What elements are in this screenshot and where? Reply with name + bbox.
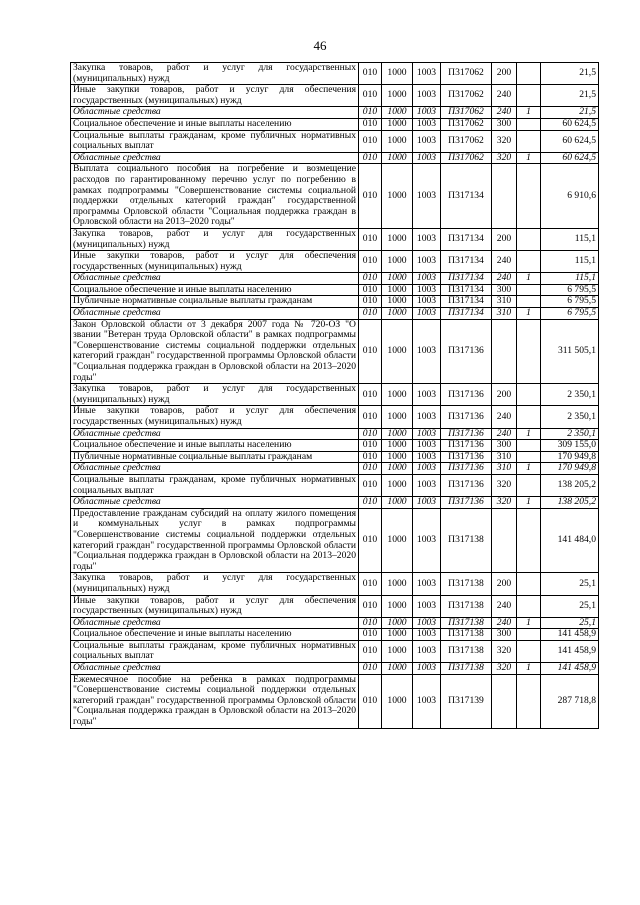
row-subsection-code: 1003 — [413, 384, 441, 406]
row-expense-type: 300 — [492, 440, 517, 452]
row-subsection-code: 1003 — [413, 463, 441, 475]
row-section-code: 1000 — [382, 164, 413, 229]
row-subsection-code: 1003 — [413, 130, 441, 152]
row-source-code — [517, 284, 541, 296]
row-section-code: 1000 — [382, 273, 413, 285]
row-target-article: П317138 — [441, 573, 492, 595]
row-source-code: 1 — [517, 308, 541, 320]
row-expense-type: 240 — [492, 406, 517, 428]
row-subsection-code: 1003 — [413, 85, 441, 107]
row-ministry-code: 010 — [359, 319, 382, 384]
row-description: Закупка товаров, работ и услуг для государственных (муниципальных) нужд — [71, 228, 359, 250]
row-target-article: П317139 — [441, 674, 492, 728]
row-target-article: П317134 — [441, 273, 492, 285]
row-target-article: П317136 — [441, 406, 492, 428]
row-description: Областные средства — [71, 428, 359, 440]
row-subsection-code: 1003 — [413, 663, 441, 675]
row-source-code: 1 — [517, 497, 541, 509]
row-amount: 6 910,6 — [541, 164, 599, 229]
row-expense-type — [492, 508, 517, 573]
row-source-code — [517, 451, 541, 463]
row-expense-type: 240 — [492, 617, 517, 629]
row-ministry-code: 010 — [359, 440, 382, 452]
row-description: Социальное обеспечение и иные выплаты населению — [71, 118, 359, 130]
row-section-code: 1000 — [382, 118, 413, 130]
table-row — [71, 118, 599, 130]
table-row — [71, 595, 599, 617]
budget-table-body — [71, 63, 599, 729]
row-section-code: 1000 — [382, 474, 413, 496]
row-subsection-code: 1003 — [413, 308, 441, 320]
row-source-code — [517, 406, 541, 428]
row-source-code — [517, 674, 541, 728]
row-expense-type — [492, 319, 517, 384]
row-amount: 25,1 — [541, 617, 599, 629]
table-row — [71, 308, 599, 320]
row-section-code: 1000 — [382, 674, 413, 728]
row-source-code — [517, 384, 541, 406]
row-amount: 115,1 — [541, 273, 599, 285]
row-description: Иные закупки товаров, работ и услуг для обеспечения государственных (муниципальных) нужд — [71, 595, 359, 617]
row-amount: 6 795,5 — [541, 284, 599, 296]
row-amount: 60 624,5 — [541, 118, 599, 130]
row-ministry-code: 010 — [359, 428, 382, 440]
row-amount: 21,5 — [541, 107, 599, 119]
row-subsection-code: 1003 — [413, 406, 441, 428]
row-ministry-code: 010 — [359, 118, 382, 130]
row-ministry-code: 010 — [359, 463, 382, 475]
row-amount: 60 624,5 — [541, 152, 599, 164]
row-description: Областные средства — [71, 152, 359, 164]
table-row — [71, 85, 599, 107]
row-amount: 115,1 — [541, 251, 599, 273]
row-description: Закупка товаров, работ и услуг для государственных (муниципальных) нужд — [71, 573, 359, 595]
table-row — [71, 663, 599, 675]
row-source-code: 1 — [517, 152, 541, 164]
row-section-code: 1000 — [382, 130, 413, 152]
row-target-article: П317136 — [441, 463, 492, 475]
table-row — [71, 284, 599, 296]
row-section-code: 1000 — [382, 85, 413, 107]
row-expense-type: 310 — [492, 451, 517, 463]
row-source-code — [517, 63, 541, 85]
row-amount: 21,5 — [541, 63, 599, 85]
row-section-code: 1000 — [382, 319, 413, 384]
row-expense-type: 240 — [492, 85, 517, 107]
row-ministry-code: 010 — [359, 451, 382, 463]
row-ministry-code: 010 — [359, 228, 382, 250]
row-target-article: П317134 — [441, 251, 492, 273]
row-subsection-code: 1003 — [413, 63, 441, 85]
row-expense-type: 310 — [492, 296, 517, 308]
table-row — [71, 428, 599, 440]
row-target-article: П317138 — [441, 629, 492, 641]
row-description: Социальные выплаты гражданам, кроме публичных нормативных социальных выплат — [71, 130, 359, 152]
row-target-article: П317138 — [441, 508, 492, 573]
row-expense-type: 200 — [492, 573, 517, 595]
row-description: Областные средства — [71, 617, 359, 629]
row-source-code: 1 — [517, 463, 541, 475]
row-ministry-code: 010 — [359, 406, 382, 428]
row-description: Областные средства — [71, 107, 359, 119]
row-expense-type: 300 — [492, 629, 517, 641]
row-subsection-code: 1003 — [413, 508, 441, 573]
row-source-code: 1 — [517, 428, 541, 440]
row-amount: 6 795,5 — [541, 308, 599, 320]
row-description: Публичные нормативные социальные выплаты гражданам — [71, 296, 359, 308]
row-target-article: П317134 — [441, 308, 492, 320]
row-target-article: П317134 — [441, 228, 492, 250]
row-target-article: П317136 — [441, 451, 492, 463]
row-expense-type: 320 — [492, 663, 517, 675]
row-ministry-code: 010 — [359, 273, 382, 285]
table-row — [71, 451, 599, 463]
row-amount: 115,1 — [541, 228, 599, 250]
row-subsection-code: 1003 — [413, 451, 441, 463]
row-amount: 141 484,0 — [541, 508, 599, 573]
row-subsection-code: 1003 — [413, 440, 441, 452]
row-source-code — [517, 474, 541, 496]
row-target-article: П317136 — [441, 497, 492, 509]
row-source-code — [517, 595, 541, 617]
row-description: Социальное обеспечение и иные выплаты населению — [71, 440, 359, 452]
row-description: Ежемесячное пособие на ребенка в рамках подпрограммы "Совершенствование системы социальной поддержки отдельных категорий граждан" государственной программы Орловской области "Социальная поддержка граждан в Орловской области на 2013–2020 годы" — [71, 674, 359, 728]
row-target-article: П317062 — [441, 118, 492, 130]
row-expense-type: 240 — [492, 251, 517, 273]
row-section-code: 1000 — [382, 595, 413, 617]
row-description: Социальные выплаты гражданам, кроме публичных нормативных социальных выплат — [71, 474, 359, 496]
row-amount: 138 205,2 — [541, 474, 599, 496]
row-target-article: П317062 — [441, 63, 492, 85]
table-row — [71, 629, 599, 641]
row-target-article: П317138 — [441, 595, 492, 617]
row-section-code: 1000 — [382, 296, 413, 308]
table-row — [71, 63, 599, 85]
table-row — [71, 228, 599, 250]
row-description: Областные средства — [71, 463, 359, 475]
table-row — [71, 497, 599, 509]
table-row — [71, 674, 599, 728]
row-ministry-code: 010 — [359, 130, 382, 152]
row-description: Социальное обеспечение и иные выплаты населению — [71, 284, 359, 296]
row-section-code: 1000 — [382, 497, 413, 509]
row-source-code — [517, 85, 541, 107]
row-ministry-code: 010 — [359, 640, 382, 662]
row-subsection-code: 1003 — [413, 474, 441, 496]
row-subsection-code: 1003 — [413, 629, 441, 641]
row-expense-type: 320 — [492, 152, 517, 164]
row-expense-type: 240 — [492, 107, 517, 119]
row-expense-type: 320 — [492, 130, 517, 152]
row-subsection-code: 1003 — [413, 284, 441, 296]
table-row — [71, 251, 599, 273]
row-description: Закупка товаров, работ и услуг для государственных (муниципальных) нужд — [71, 384, 359, 406]
row-expense-type: 200 — [492, 228, 517, 250]
table-row — [71, 384, 599, 406]
row-target-article: П317134 — [441, 296, 492, 308]
row-section-code: 1000 — [382, 152, 413, 164]
row-amount: 141 458,9 — [541, 629, 599, 641]
row-amount: 25,1 — [541, 573, 599, 595]
row-amount: 138 205,2 — [541, 497, 599, 509]
row-description: Закупка товаров, работ и услуг для государственных (муниципальных) нужд — [71, 63, 359, 85]
row-source-code — [517, 296, 541, 308]
row-section-code: 1000 — [382, 406, 413, 428]
row-source-code — [517, 573, 541, 595]
table-row — [71, 406, 599, 428]
row-target-article: П317136 — [441, 319, 492, 384]
row-subsection-code: 1003 — [413, 228, 441, 250]
row-amount: 21,5 — [541, 85, 599, 107]
row-target-article: П317136 — [441, 428, 492, 440]
row-description: Иные закупки товаров, работ и услуг для обеспечения государственных (муниципальных) нужд — [71, 251, 359, 273]
row-target-article: П317136 — [441, 440, 492, 452]
row-target-article: П317136 — [441, 384, 492, 406]
budget-table — [70, 62, 599, 729]
row-expense-type: 320 — [492, 474, 517, 496]
row-expense-type: 300 — [492, 118, 517, 130]
row-section-code: 1000 — [382, 63, 413, 85]
row-section-code: 1000 — [382, 463, 413, 475]
row-source-code — [517, 164, 541, 229]
table-row — [71, 463, 599, 475]
row-target-article: П317138 — [441, 663, 492, 675]
row-section-code: 1000 — [382, 308, 413, 320]
table-row — [71, 107, 599, 119]
row-ministry-code: 010 — [359, 474, 382, 496]
row-source-code: 1 — [517, 107, 541, 119]
row-amount: 287 718,8 — [541, 674, 599, 728]
row-description: Выплата социального пособия на погребение и возмещение расходов по гарантированному перечню услуг по погребению в рамках подпрограммы "Совершенствование системы социальной поддержки отдельных категорий граждан" государственной программы Орловской области "Социальная поддержка граждан в Орловской области на 2013–2020 годы" — [71, 164, 359, 229]
row-description: Областные средства — [71, 497, 359, 509]
row-amount: 141 458,9 — [541, 663, 599, 675]
row-source-code — [517, 118, 541, 130]
row-amount: 2 350,1 — [541, 384, 599, 406]
row-subsection-code: 1003 — [413, 497, 441, 509]
row-source-code — [517, 640, 541, 662]
row-ministry-code: 010 — [359, 508, 382, 573]
table-row — [71, 164, 599, 229]
row-amount: 6 795,5 — [541, 296, 599, 308]
row-ministry-code: 010 — [359, 573, 382, 595]
row-expense-type: 310 — [492, 308, 517, 320]
row-ministry-code: 010 — [359, 152, 382, 164]
row-ministry-code: 010 — [359, 595, 382, 617]
row-subsection-code: 1003 — [413, 640, 441, 662]
row-expense-type: 320 — [492, 497, 517, 509]
row-description: Иные закупки товаров, работ и услуг для обеспечения государственных (муниципальных) нужд — [71, 406, 359, 428]
row-target-article: П317062 — [441, 107, 492, 119]
table-row — [71, 440, 599, 452]
row-source-code — [517, 130, 541, 152]
row-expense-type — [492, 164, 517, 229]
row-section-code: 1000 — [382, 251, 413, 273]
row-section-code: 1000 — [382, 228, 413, 250]
row-section-code: 1000 — [382, 384, 413, 406]
row-source-code — [517, 629, 541, 641]
row-expense-type: 240 — [492, 595, 517, 617]
row-amount: 170 949,8 — [541, 451, 599, 463]
row-target-article: П317136 — [441, 474, 492, 496]
row-ministry-code: 010 — [359, 674, 382, 728]
row-section-code: 1000 — [382, 663, 413, 675]
table-row — [71, 573, 599, 595]
row-ministry-code: 010 — [359, 251, 382, 273]
row-target-article: П317062 — [441, 85, 492, 107]
row-target-article: П317138 — [441, 640, 492, 662]
row-ministry-code: 010 — [359, 663, 382, 675]
row-ministry-code: 010 — [359, 617, 382, 629]
row-amount: 2 350,1 — [541, 406, 599, 428]
row-subsection-code: 1003 — [413, 152, 441, 164]
table-row — [71, 152, 599, 164]
row-ministry-code: 010 — [359, 164, 382, 229]
row-amount: 311 505,1 — [541, 319, 599, 384]
row-expense-type: 200 — [492, 384, 517, 406]
row-description: Предоставление гражданам субсидий на оплату жилого помещения и коммунальных услуг в рамках подпрограммы "Совершенствование системы социальной поддержки отдельных категорий граждан" государственной программы Орловской области "Социальная поддержка граждан в Орловской области на 2013–2020 годы" — [71, 508, 359, 573]
table-row — [71, 617, 599, 629]
row-amount: 141 458,9 — [541, 640, 599, 662]
row-description: Областные средства — [71, 308, 359, 320]
row-ministry-code: 010 — [359, 85, 382, 107]
row-ministry-code: 010 — [359, 308, 382, 320]
row-expense-type: 320 — [492, 640, 517, 662]
row-expense-type: 200 — [492, 63, 517, 85]
row-source-code — [517, 319, 541, 384]
row-ministry-code: 010 — [359, 629, 382, 641]
row-ministry-code: 010 — [359, 63, 382, 85]
row-section-code: 1000 — [382, 440, 413, 452]
row-subsection-code: 1003 — [413, 674, 441, 728]
row-expense-type — [492, 674, 517, 728]
row-description: Социальное обеспечение и иные выплаты населению — [71, 629, 359, 641]
row-source-code — [517, 508, 541, 573]
row-amount: 309 155,0 — [541, 440, 599, 452]
row-subsection-code: 1003 — [413, 164, 441, 229]
row-section-code: 1000 — [382, 629, 413, 641]
row-description: Закон Орловской области от 3 декабря 2007 года № 720-ОЗ "О звании "Ветеран труда Орловской области" в рамках подпрограммы "Совершенствование системы социальной поддержки отдельных категорий граждан" государственной программы Орловской области "Социальная поддержка граждан в Орловской области на 2013–2020 годы" — [71, 319, 359, 384]
row-ministry-code: 010 — [359, 384, 382, 406]
table-row — [71, 130, 599, 152]
row-expense-type: 300 — [492, 284, 517, 296]
row-subsection-code: 1003 — [413, 273, 441, 285]
row-source-code: 1 — [517, 663, 541, 675]
row-section-code: 1000 — [382, 451, 413, 463]
row-amount: 2 350,1 — [541, 428, 599, 440]
row-description: Областные средства — [71, 273, 359, 285]
row-target-article: П317062 — [441, 152, 492, 164]
row-description: Социальные выплаты гражданам, кроме публичных нормативных социальных выплат — [71, 640, 359, 662]
row-subsection-code: 1003 — [413, 319, 441, 384]
row-subsection-code: 1003 — [413, 573, 441, 595]
row-description: Публичные нормативные социальные выплаты гражданам — [71, 451, 359, 463]
table-row — [71, 474, 599, 496]
row-ministry-code: 010 — [359, 497, 382, 509]
row-source-code — [517, 228, 541, 250]
row-expense-type: 240 — [492, 273, 517, 285]
row-source-code: 1 — [517, 617, 541, 629]
row-description: Областные средства — [71, 663, 359, 675]
row-subsection-code: 1003 — [413, 595, 441, 617]
row-source-code: 1 — [517, 273, 541, 285]
table-row — [71, 508, 599, 573]
row-amount: 170 949,8 — [541, 463, 599, 475]
row-target-article: П317134 — [441, 164, 492, 229]
row-section-code: 1000 — [382, 284, 413, 296]
row-subsection-code: 1003 — [413, 296, 441, 308]
row-target-article: П317134 — [441, 284, 492, 296]
row-target-article: П317062 — [441, 130, 492, 152]
page-number: 46 — [313, 38, 327, 53]
row-section-code: 1000 — [382, 640, 413, 662]
row-source-code — [517, 251, 541, 273]
table-row — [71, 296, 599, 308]
row-amount: 60 624,5 — [541, 130, 599, 152]
table-row — [71, 273, 599, 285]
row-subsection-code: 1003 — [413, 118, 441, 130]
row-amount: 25,1 — [541, 595, 599, 617]
row-subsection-code: 1003 — [413, 107, 441, 119]
row-ministry-code: 010 — [359, 284, 382, 296]
row-subsection-code: 1003 — [413, 428, 441, 440]
row-source-code — [517, 440, 541, 452]
row-target-article: П317138 — [441, 617, 492, 629]
row-section-code: 1000 — [382, 428, 413, 440]
table-row — [71, 640, 599, 662]
row-subsection-code: 1003 — [413, 617, 441, 629]
row-subsection-code: 1003 — [413, 251, 441, 273]
table-row — [71, 319, 599, 384]
row-ministry-code: 010 — [359, 107, 382, 119]
row-expense-type: 240 — [492, 428, 517, 440]
row-section-code: 1000 — [382, 573, 413, 595]
row-section-code: 1000 — [382, 508, 413, 573]
row-section-code: 1000 — [382, 617, 413, 629]
row-ministry-code: 010 — [359, 296, 382, 308]
row-section-code: 1000 — [382, 107, 413, 119]
row-expense-type: 310 — [492, 463, 517, 475]
row-description: Иные закупки товаров, работ и услуг для обеспечения государственных (муниципальных) нужд — [71, 85, 359, 107]
